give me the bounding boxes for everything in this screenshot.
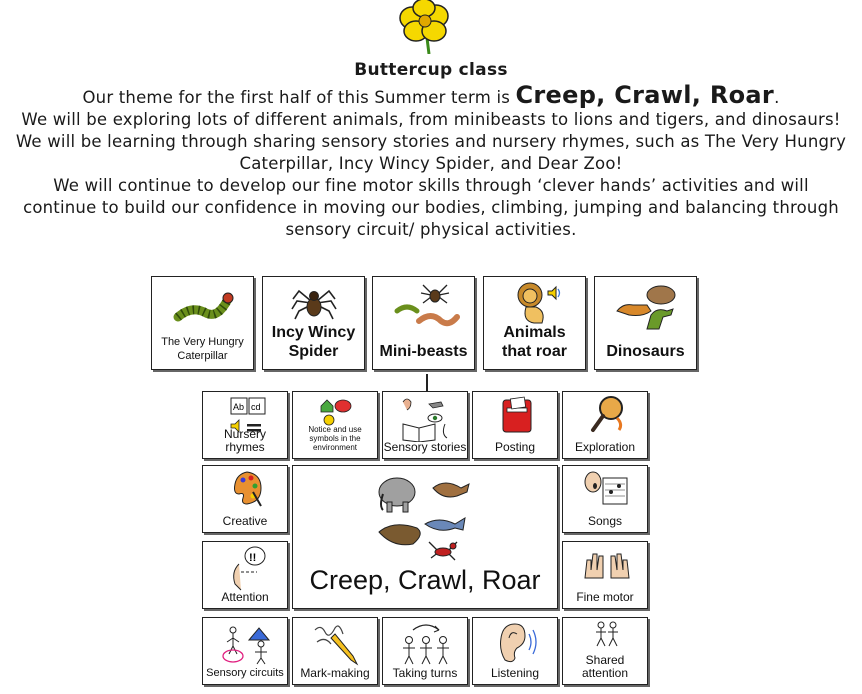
card-label: Posting bbox=[494, 440, 536, 454]
card-label: Listening bbox=[490, 666, 540, 680]
paragraph-animals: We will be exploring lots of different animals, from minibeasts to lions and tigers, and dinosaurs! bbox=[21, 110, 841, 129]
songs-icon bbox=[583, 470, 631, 510]
paragraph-stories: We will be learning through sharing sensory stories and nursery rhymes, such as The Very Hungry Caterpillar, Incy Wincy Spider, and Dear Zoo! bbox=[15, 132, 847, 173]
card-exploration bbox=[562, 391, 648, 459]
connector-line bbox=[426, 374, 428, 391]
topic-label: The Very Hungry Caterpillar bbox=[161, 336, 244, 362]
card-label: Creative bbox=[222, 514, 268, 528]
animals-collage-icon bbox=[373, 472, 483, 564]
center-theme-label: Creep, Crawl, Roar bbox=[309, 565, 541, 595]
card-attention bbox=[202, 541, 288, 609]
svg-text:!!: !! bbox=[249, 552, 257, 564]
card-label: Shared attention bbox=[581, 653, 629, 680]
topic-label: Dinosaurs bbox=[606, 343, 685, 360]
lion-icon bbox=[512, 281, 562, 325]
card-sensory-circuits bbox=[202, 617, 288, 685]
theme-name: Creep, Crawl, Roar bbox=[515, 81, 775, 109]
ear-icon bbox=[495, 620, 539, 666]
card-center-theme bbox=[292, 465, 558, 609]
card-label: Sensory circuits bbox=[206, 667, 284, 679]
buttercup-flower-icon bbox=[396, 0, 452, 54]
magnifying-glass-icon bbox=[589, 394, 627, 434]
dinosaur-icon bbox=[613, 281, 681, 333]
card-label: Sensory stories bbox=[383, 440, 467, 454]
card-label: Fine motor bbox=[576, 590, 634, 604]
pencil-scribble-icon bbox=[311, 620, 361, 666]
theme-sentence: Our theme for the first half of this Summer term is Creep, Crawl, Roar. bbox=[82, 81, 780, 109]
attention-icon bbox=[227, 544, 267, 592]
card-label: Nursery rhymes bbox=[223, 427, 266, 454]
card-songs bbox=[562, 465, 648, 533]
topic-label: Animals that roar bbox=[502, 324, 567, 360]
shared-attention-icon bbox=[591, 620, 623, 650]
card-mark-making bbox=[292, 617, 378, 685]
topic-card-minibeasts bbox=[372, 276, 475, 370]
card-notice-symbols bbox=[292, 391, 378, 459]
card-taking-turns bbox=[382, 617, 468, 685]
topic-card-roar bbox=[483, 276, 586, 370]
card-label: Exploration bbox=[574, 440, 636, 454]
topic-label: Incy Wincy Spider bbox=[271, 324, 356, 360]
topic-label: Mini-beasts bbox=[379, 343, 468, 360]
taking-turns-icon bbox=[399, 620, 453, 666]
topic-card-dinosaurs bbox=[594, 276, 697, 370]
minibeasts-icon bbox=[391, 281, 461, 329]
card-fine-motor bbox=[562, 541, 648, 609]
topic-card-spider bbox=[262, 276, 365, 370]
sensory-stories-icon bbox=[397, 394, 457, 442]
sensory-circuits-icon bbox=[221, 620, 273, 666]
symbols-environment-icon bbox=[319, 396, 353, 426]
caterpillar-icon bbox=[172, 287, 234, 327]
intro-text bbox=[14, 81, 848, 241]
card-listening bbox=[472, 617, 558, 685]
card-posting bbox=[472, 391, 558, 459]
topic-card-caterpillar bbox=[151, 276, 254, 370]
card-label: Notice and use symbols in the environment bbox=[308, 425, 362, 452]
card-creative bbox=[202, 465, 288, 533]
hands-icon bbox=[581, 548, 633, 582]
card-label: Songs bbox=[587, 514, 623, 528]
card-shared-attention bbox=[562, 617, 648, 685]
card-nursery-rhymes bbox=[202, 391, 288, 459]
svg-text:cd: cd bbox=[251, 402, 261, 412]
paragraph-skills: We will continue to develop our fine motor skills through ‘clever hands’ activities and will continue to build our confidence in moving our bodies, climbing, jumping and balancing through sensory circuit/ physical activities. bbox=[23, 176, 839, 239]
card-label: Mark-making bbox=[300, 666, 370, 680]
svg-text:Ab: Ab bbox=[233, 402, 245, 412]
class-title: Buttercup class bbox=[354, 60, 508, 80]
paint-palette-icon bbox=[231, 470, 265, 508]
card-label: Attention bbox=[221, 590, 269, 604]
card-label: Taking turns bbox=[392, 666, 458, 680]
spider-icon bbox=[291, 283, 337, 321]
posting-box-icon bbox=[499, 396, 535, 434]
card-sensory-stories bbox=[382, 391, 468, 459]
